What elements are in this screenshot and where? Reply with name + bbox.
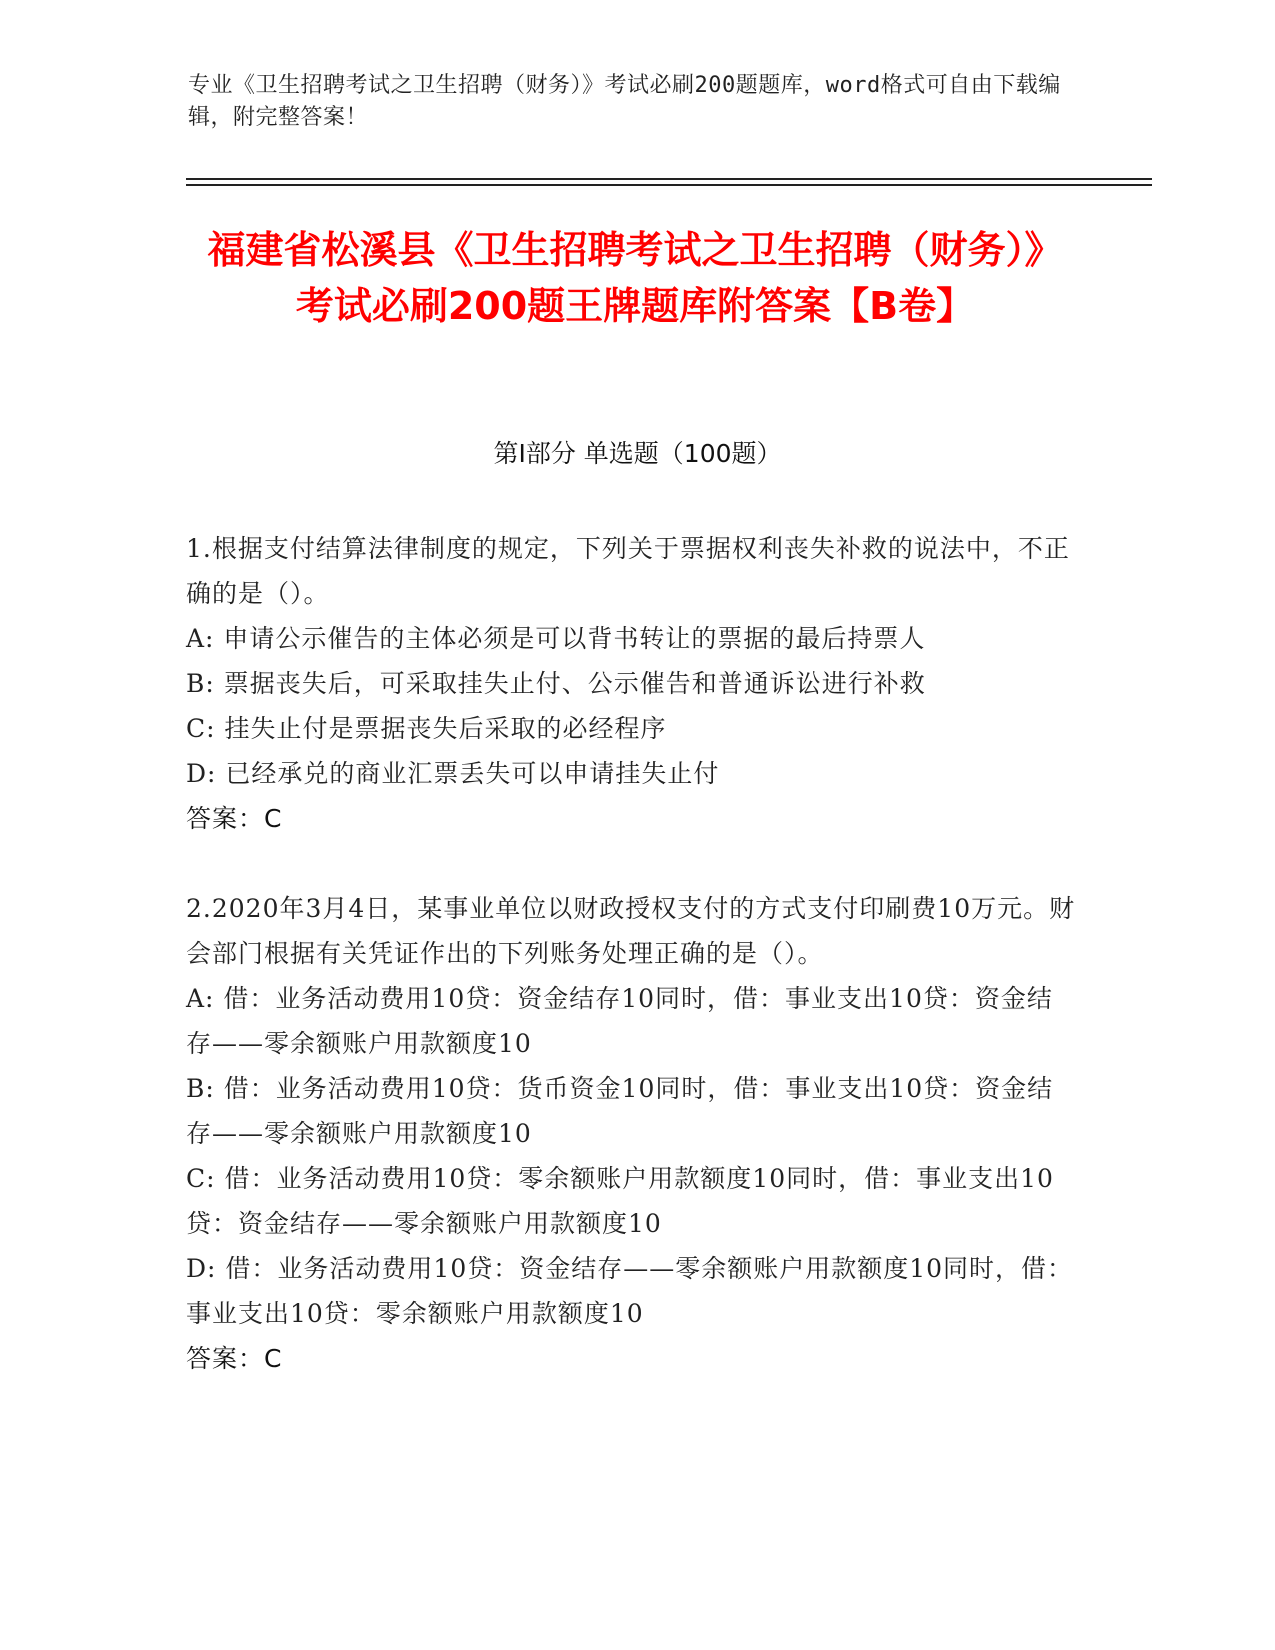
option-a: A: 申请公示催告的主体必须是可以背书转让的票据的最后持票人 <box>186 624 926 653</box>
option-d: D: 借：业务活动费用10贷：资金结存——零余额账户用款额度10同时，借：事业支出10贷：零余额账户用款额度10 <box>186 1254 1074 1328</box>
header-divider-bottom <box>186 184 1152 186</box>
option-b: B: 票据丧失后，可采取挂失止付、公示催告和普通诉讼进行补救 <box>186 669 926 698</box>
section-title: 第Ⅰ部分 单选题（100题） <box>493 439 782 468</box>
option-c: C: 挂失止付是票据丧失后采取的必经程序 <box>186 714 667 743</box>
document-title: 福建省松溪县《卫生招聘考试之卫生招聘（财务）》考试必刷200题王牌题库附答案【B卷】 <box>207 228 1063 328</box>
option-c: C: 借：业务活动费用10贷：零余额账户用款额度10同时，借：事业支出10贷：资金结存——零余额账户用款额度10 <box>186 1164 1054 1238</box>
option-a: A: 借：业务活动费用10贷：资金结存10同时，借：事业支出10贷：资金结存——零余额账户用款额度10 <box>186 984 1053 1058</box>
question-stem: 1.根据支付结算法律制度的规定，下列关于票据权利丧失补救的说法中，不正确的是（）。 <box>186 534 1070 608</box>
option-b: B: 借：业务活动费用10贷：货币资金10同时，借：事业支出10贷：资金结存——零余额账户用款额度10 <box>186 1074 1054 1148</box>
header-note: 专业《卫生招聘考试之卫生招聘（财务）》考试必刷200题题库，word格式可自由下载编辑，附完整答案！ <box>188 73 1061 130</box>
answer: 答案：C <box>186 804 283 833</box>
header-divider-top <box>186 178 1152 180</box>
question-2 <box>186 886 1076 1381</box>
question-1 <box>186 526 1076 841</box>
option-d: D: 已经承兑的商业汇票丢失可以申请挂失止付 <box>186 759 720 788</box>
answer: 答案：C <box>186 1344 283 1373</box>
question-stem: 2.2020年3月4日，某事业单位以财政授权支付的方式支付印刷费10万元。财会部门根据有关凭证作出的下列账务处理正确的是（）。 <box>186 894 1076 968</box>
